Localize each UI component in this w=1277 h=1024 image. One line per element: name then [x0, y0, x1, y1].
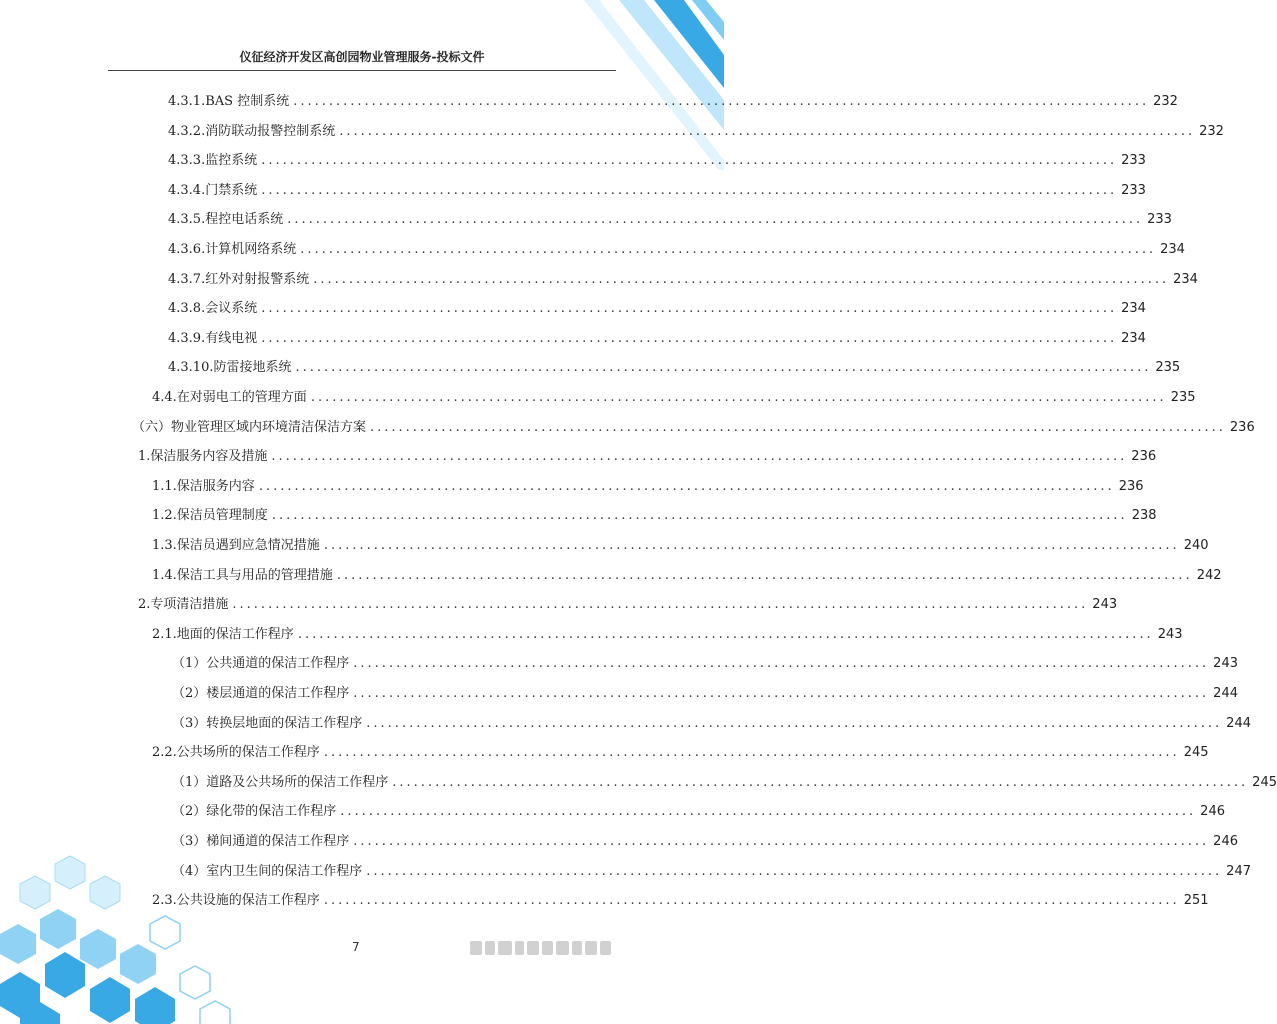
corner-stripes-decoration: [524, 0, 724, 170]
toc-dot-leader: ........................................................................................................................: [353, 656, 1210, 672]
toc-entry-title: 2.1.地面的保洁工作程序: [152, 626, 294, 642]
toc-dot-leader: ........................................................................................................................: [261, 182, 1118, 198]
toc-entry-page: 243: [1092, 597, 1118, 613]
toc-entry-page: 233: [1121, 182, 1146, 198]
toc-entry-title: 2.专项清洁措施: [138, 597, 229, 613]
toc-entry[interactable]: [152, 743, 1209, 763]
toc-entry-page: 251: [1183, 893, 1209, 909]
toc-entry[interactable]: [152, 891, 1209, 911]
toc-entry-title: （4）室内卫生间的保洁工作程序: [172, 863, 363, 879]
header-divider: [108, 70, 616, 71]
toc-entry[interactable]: [168, 181, 1146, 201]
toc-entry-title: （1）公共通道的保洁工作程序: [172, 656, 350, 672]
hexagon-pattern-decoration: [0, 824, 250, 1024]
toc-entry-title: 2.3.公共设施的保洁工作程序: [152, 893, 320, 909]
toc-entry[interactable]: [152, 536, 1209, 556]
toc-entry[interactable]: [172, 654, 1238, 674]
toc-entry-title: 4.3.4.门禁系统: [168, 182, 258, 198]
toc-dot-leader: ........................................................................................................................: [353, 686, 1210, 701]
toc-entry-page: 246: [1200, 804, 1225, 820]
toc-dot-leader: ........................................................................................................................: [353, 834, 1210, 849]
toc-dot-leader: ........................................................................................................................: [336, 567, 1193, 583]
toc-entry-title: 2.2.公共场所的保洁工作程序: [152, 745, 320, 761]
toc-entry-page: 233: [1121, 153, 1146, 169]
toc-entry-page: 234: [1160, 242, 1185, 257]
toc-entry-title: 4.3.10.防雷接地系统: [168, 360, 292, 376]
toc-dot-leader: ........................................................................................................................: [287, 212, 1144, 228]
toc-entry-title: 4.3.6.计算机网络系统: [168, 242, 297, 257]
toc-dot-leader: ........................................................................................................................: [340, 804, 1197, 820]
toc-dot-leader: ........................................................................................................................: [271, 508, 1128, 524]
toc-entry[interactable]: [152, 566, 1222, 586]
toc-entry-title: （六）物业管理区域内环境清洁保洁方案: [132, 419, 367, 435]
toc-entry-title: 4.3.5.程控电话系统: [168, 212, 284, 228]
toc-entry[interactable]: [172, 862, 1251, 882]
toc-entry[interactable]: [168, 151, 1146, 171]
toc-dot-leader: ........................................................................................................................: [295, 360, 1152, 376]
toc-dot-leader: ........................................................................................................................: [297, 626, 1154, 642]
toc-entry-title: 4.3.1.BAS 控制系统: [168, 94, 290, 109]
toc-entry-page: 232: [1199, 123, 1224, 139]
toc-dot-leader: ........................................................................................................................: [261, 301, 1118, 317]
toc-entry-title: 4.3.9.有线电视: [168, 330, 258, 346]
toc-entry[interactable]: [172, 773, 1277, 793]
toc-dot-leader: ........................................................................................................................: [271, 449, 1128, 465]
toc-entry[interactable]: [172, 714, 1251, 734]
toc-dot-leader: ........................................................................................................................: [392, 774, 1249, 790]
toc-entry-title: （2）楼层通道的保洁工作程序: [172, 686, 350, 701]
toc-entry-page: 234: [1121, 330, 1146, 346]
toc-entry-title: 1.保洁服务内容及措施: [138, 449, 268, 465]
toc-dot-leader: ........................................................................................................................: [366, 863, 1223, 879]
toc-entry-page: 234: [1121, 301, 1146, 317]
toc-entry[interactable]: [168, 329, 1146, 349]
toc-entry-page: 246: [1213, 834, 1238, 849]
toc-dot-leader: ........................................................................................................................: [310, 390, 1167, 405]
toc-entry[interactable]: [168, 240, 1185, 260]
toc-entry-page: 238: [1131, 508, 1157, 524]
document-header-title: 仪征经济开发区高创园物业管理服务-投标文件: [239, 50, 485, 64]
toc-entry[interactable]: [138, 595, 1118, 615]
toc-entry-title: （3）转换层地面的保洁工作程序: [172, 715, 363, 731]
toc-entry-title: 1.4.保洁工具与用品的管理措施: [152, 567, 333, 583]
toc-entry-page: 247: [1226, 863, 1251, 879]
toc-dot-leader: ........................................................................................................................: [261, 153, 1118, 169]
toc-entry-page: 243: [1157, 626, 1183, 642]
toc-entry[interactable]: [152, 625, 1183, 645]
toc-entry-page: 234: [1173, 271, 1198, 287]
toc-dot-leader: ........................................................................................................................: [323, 745, 1180, 761]
toc-entry-title: 4.3.2.消防联动报警控制系统: [168, 123, 336, 139]
toc-entry-page: 236: [1131, 449, 1157, 465]
toc-entry-page: 242: [1196, 567, 1222, 583]
toc-dot-leader: ........................................................................................................................: [339, 123, 1196, 139]
toc-entry[interactable]: [168, 270, 1198, 290]
toc-entry-title: （1）道路及公共场所的保洁工作程序: [172, 774, 389, 790]
page-number: 7: [352, 940, 360, 954]
toc-entry-page: 244: [1226, 715, 1251, 731]
toc-entry[interactable]: [168, 299, 1146, 319]
toc-entry[interactable]: [172, 802, 1225, 822]
toc-entry[interactable]: [168, 358, 1181, 378]
toc-entry-page: 245: [1252, 774, 1277, 790]
toc-dot-leader: ........................................................................................................................: [366, 715, 1223, 731]
toc-entry[interactable]: [138, 447, 1157, 467]
toc-entry[interactable]: [168, 92, 1178, 112]
toc-dot-leader: ........................................................................................................................: [370, 419, 1226, 435]
toc-entry-page: 232: [1153, 94, 1178, 109]
toc-entry-title: 4.3.8.会议系统: [168, 301, 258, 317]
toc-entry-title: 1.1.保洁服务内容: [152, 478, 255, 494]
toc-dot-leader: ........................................................................................................................: [323, 538, 1180, 553]
toc-entry-title: （3）梯间通道的保洁工作程序: [172, 834, 350, 849]
toc-entry-title: 1.3.保洁员遇到应急情况措施: [152, 538, 320, 553]
toc-entry-page: 245: [1183, 745, 1209, 761]
toc-dot-leader: ........................................................................................................................: [293, 94, 1150, 109]
toc-entry-page: 233: [1147, 212, 1172, 228]
toc-dot-leader: ........................................................................................................................: [300, 242, 1157, 257]
toc-dot-leader: ........................................................................................................................: [313, 271, 1170, 287]
toc-entry-title: 4.3.7.红外对射报警系统: [168, 271, 310, 287]
toc-entry[interactable]: [168, 122, 1224, 142]
toc-dot-leader: ........................................................................................................................: [261, 330, 1118, 346]
toc-entry[interactable]: [152, 477, 1144, 497]
toc-entry[interactable]: [132, 418, 1255, 438]
toc-entry-title: 1.2.保洁员管理制度: [152, 508, 268, 524]
toc-dot-leader: ........................................................................................................................: [232, 597, 1089, 613]
toc-entry-page: 236: [1229, 419, 1255, 435]
toc-entry-title: （2）绿化带的保洁工作程序: [172, 804, 337, 820]
toc-entry[interactable]: [172, 832, 1238, 852]
toc-entry-page: 236: [1118, 478, 1144, 494]
toc-entry[interactable]: [152, 388, 1196, 408]
toc-entry-page: 243: [1213, 656, 1238, 672]
toc-entry-title: 4.4.在对弱电工的管理方面: [152, 390, 307, 405]
toc-entry-page: 235: [1155, 360, 1181, 376]
toc-dot-leader: ........................................................................................................................: [258, 478, 1115, 494]
toc-entry-page: 235: [1170, 390, 1196, 405]
redacted-footer-text: [470, 941, 615, 955]
toc-entry-page: 244: [1213, 686, 1238, 701]
toc-entry-title: 4.3.3.监控系统: [168, 153, 258, 169]
toc-entry[interactable]: [172, 684, 1238, 704]
toc-entry[interactable]: [152, 506, 1157, 526]
toc-dot-leader: ........................................................................................................................: [323, 893, 1180, 909]
toc-entry[interactable]: [168, 210, 1172, 230]
toc-entry-page: 240: [1183, 538, 1209, 553]
